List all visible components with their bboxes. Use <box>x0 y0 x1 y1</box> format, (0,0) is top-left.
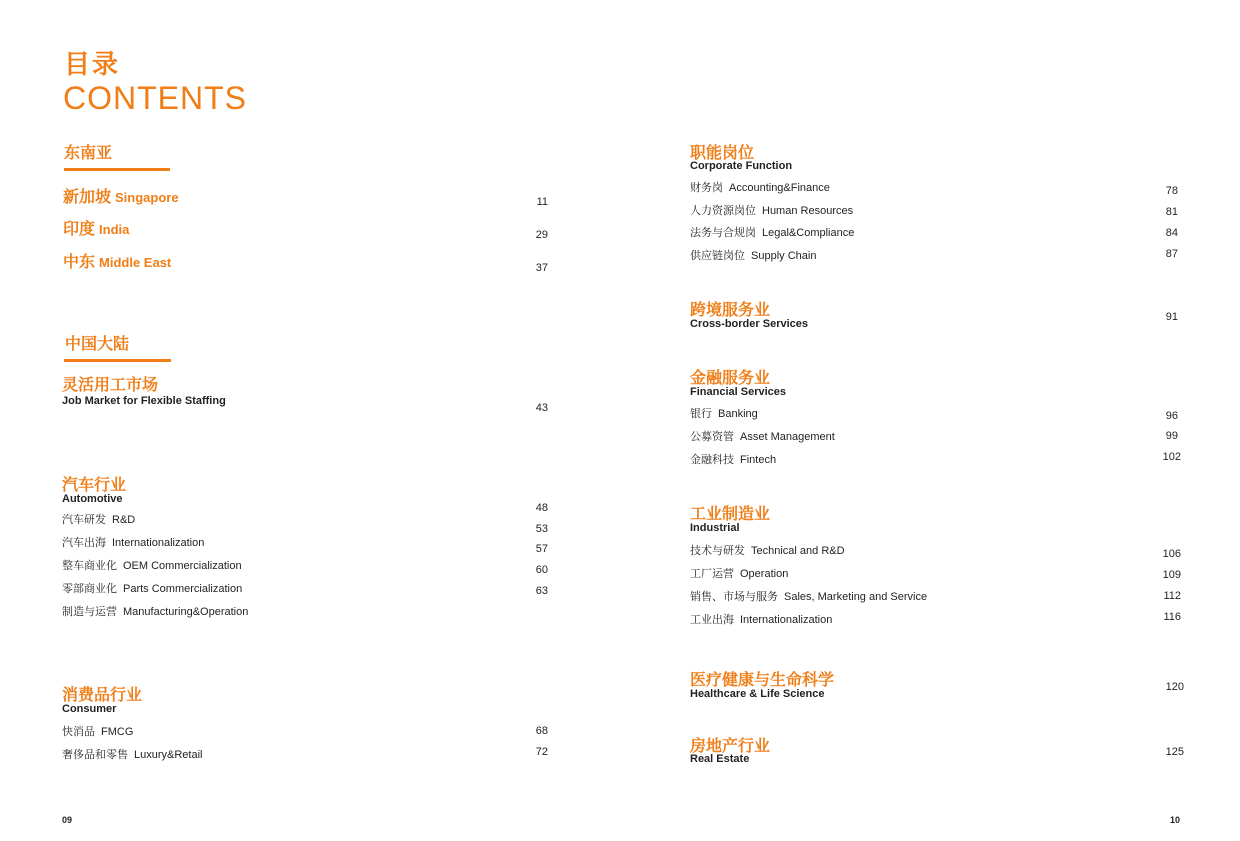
toc-item-en: Luxury&Retail <box>134 749 203 761</box>
toc-item-en: Accounting&Finance <box>729 182 830 194</box>
toc-item[interactable] <box>690 428 835 444</box>
region-heading-southeast-asia: 东南亚 <box>64 143 113 162</box>
section-subtitle-industrial: Industrial <box>690 522 740 534</box>
toc-item-en: R&D <box>112 514 136 526</box>
page-number: 78 <box>1165 185 1178 197</box>
toc-item[interactable] <box>690 588 927 604</box>
folio-left: 09 <box>62 815 73 825</box>
page-number: 72 <box>535 746 548 758</box>
toc-item[interactable] <box>690 405 758 421</box>
toc-item-cn: 技术与研发 <box>690 544 745 557</box>
page-number: 99 <box>1165 430 1178 442</box>
toc-item-en: Asset Management <box>740 431 835 443</box>
toc-item-en: Manufacturing&Operation <box>123 606 249 618</box>
page-number: 87 <box>1165 248 1178 260</box>
toc-item-en: Parts Commercialization <box>123 583 243 595</box>
toc-item-cn: 金融科技 <box>690 453 734 466</box>
section-title-consumer[interactable]: 消费品行业 <box>62 685 143 704</box>
toc-entry-en: Middle East <box>99 255 172 270</box>
toc-item[interactable] <box>690 224 854 240</box>
page-number: 116 <box>1163 611 1181 623</box>
section-subtitle-cross-border: Cross-border Services <box>690 318 808 330</box>
section-title-healthcare[interactable]: 医疗健康与生命科学 <box>690 670 835 689</box>
toc-item-cn: 奢侈品和零售 <box>62 748 128 761</box>
toc-item-cn: 汽车研发 <box>62 513 106 526</box>
toc-item-en: Operation <box>740 568 789 580</box>
toc-item-en: Technical and R&D <box>751 545 845 557</box>
section-subtitle-healthcare: Healthcare & Life Science <box>690 688 825 700</box>
page-number: 106 <box>1162 548 1181 560</box>
toc-item-cn: 银行 <box>690 407 712 420</box>
section-subtitle-real-estate: Real Estate <box>690 753 750 765</box>
toc-entry-middle-east[interactable] <box>63 249 171 272</box>
contents-title-en: CONTENTS <box>63 80 247 116</box>
toc-item-cn: 销售、市场与服务 <box>690 590 778 603</box>
section-title-financial-services[interactable]: 金融服务业 <box>690 368 771 387</box>
toc-item[interactable] <box>690 247 816 263</box>
section-title-industrial[interactable]: 工业制造业 <box>690 504 771 523</box>
toc-item[interactable] <box>690 565 788 581</box>
folio-right: 10 <box>1170 815 1181 825</box>
page-number: 125 <box>1165 746 1184 758</box>
toc-item-cn: 法务与合规岗 <box>690 226 756 239</box>
page-number: 57 <box>535 543 548 555</box>
section-title-cross-border[interactable]: 跨境服务业 <box>690 300 771 319</box>
toc-entry-singapore[interactable] <box>63 184 179 207</box>
page-number: 81 <box>1165 206 1178 218</box>
toc-item[interactable] <box>690 451 776 467</box>
page-number: 120 <box>1165 681 1184 693</box>
toc-entry-cn: 中东 <box>63 252 96 271</box>
page-number-flexible-staffing: 43 <box>535 402 548 414</box>
toc-item[interactable] <box>62 603 248 619</box>
toc-item-en: FMCG <box>101 726 134 738</box>
toc-item-en: Banking <box>718 408 758 420</box>
toc-item[interactable] <box>690 542 845 558</box>
page-number: 84 <box>1165 227 1178 239</box>
toc-item-cn: 财务岗 <box>690 181 723 194</box>
section-subtitle-flexible-staffing: Job Market for Flexible Staffing <box>62 395 226 407</box>
toc-item-cn: 汽车出海 <box>62 536 106 549</box>
toc-entry-india[interactable] <box>63 216 129 239</box>
region-underline <box>64 168 170 171</box>
page-number: 68 <box>535 725 548 737</box>
toc-item-en: Supply Chain <box>751 250 817 262</box>
region-heading-china: 中国大陆 <box>65 334 130 353</box>
toc-entry-en: India <box>99 222 130 237</box>
section-subtitle-consumer: Consumer <box>62 703 117 715</box>
page-number: 96 <box>1165 410 1178 422</box>
toc-item-en: Sales, Marketing and Service <box>784 591 928 603</box>
toc-entry-en: Singapore <box>115 190 179 205</box>
toc-item-cn: 工业出海 <box>690 613 734 626</box>
toc-item-cn: 人力资源岗位 <box>690 204 756 217</box>
section-title-flexible-staffing[interactable]: 灵活用工市场 <box>62 375 159 394</box>
toc-item-cn: 零部商业化 <box>62 582 117 595</box>
page-number-middle-east: 37 <box>535 262 548 274</box>
toc-item[interactable] <box>690 611 832 627</box>
section-subtitle-automotive: Automotive <box>62 493 123 505</box>
section-subtitle-financial-services: Financial Services <box>690 386 786 398</box>
toc-item-en: Internationalization <box>112 537 205 549</box>
region-underline <box>64 359 171 362</box>
toc-item[interactable] <box>690 202 853 218</box>
page-number-india: 29 <box>535 229 548 241</box>
page-number: 63 <box>535 585 548 597</box>
section-title-real-estate[interactable]: 房地产行业 <box>690 736 771 755</box>
toc-item-en: Internationalization <box>740 614 833 626</box>
page-number: 102 <box>1162 451 1181 463</box>
toc-item-cn: 工厂运营 <box>690 567 734 580</box>
toc-item[interactable] <box>62 723 133 739</box>
toc-item[interactable] <box>62 557 242 573</box>
toc-item-cn: 供应链岗位 <box>690 249 745 262</box>
page-number: 60 <box>535 564 548 576</box>
toc-item[interactable] <box>62 511 135 527</box>
page-number: 53 <box>535 523 548 535</box>
toc-entry-cn: 印度 <box>63 219 96 238</box>
toc-item-cn: 公募资管 <box>690 430 734 443</box>
page-number-singapore: 11 <box>536 196 548 208</box>
toc-item-en: Human Resources <box>762 205 854 217</box>
page-number: 48 <box>535 502 548 514</box>
toc-item-cn: 制造与运营 <box>62 605 117 618</box>
section-title-corporate-function[interactable]: 职能岗位 <box>690 143 755 162</box>
toc-item-en: Legal&Compliance <box>762 227 855 239</box>
page-number: 91 <box>1165 311 1178 323</box>
section-subtitle-corporate-function: Corporate Function <box>690 160 793 172</box>
toc-item[interactable] <box>62 580 242 596</box>
toc-entry-cn: 新加坡 <box>63 187 112 206</box>
page-number: 109 <box>1162 569 1181 581</box>
toc-item[interactable] <box>690 179 830 195</box>
page-number: 112 <box>1163 590 1181 602</box>
toc-item-en: OEM Commercialization <box>123 560 242 572</box>
toc-item[interactable] <box>62 534 204 550</box>
toc-item[interactable] <box>62 746 202 762</box>
toc-item-cn: 快消品 <box>62 725 95 738</box>
section-title-automotive[interactable]: 汽车行业 <box>62 475 127 494</box>
toc-item-en: Fintech <box>740 454 777 466</box>
toc-item-cn: 整车商业化 <box>62 559 117 572</box>
contents-title-cn: 目录 <box>64 50 121 80</box>
